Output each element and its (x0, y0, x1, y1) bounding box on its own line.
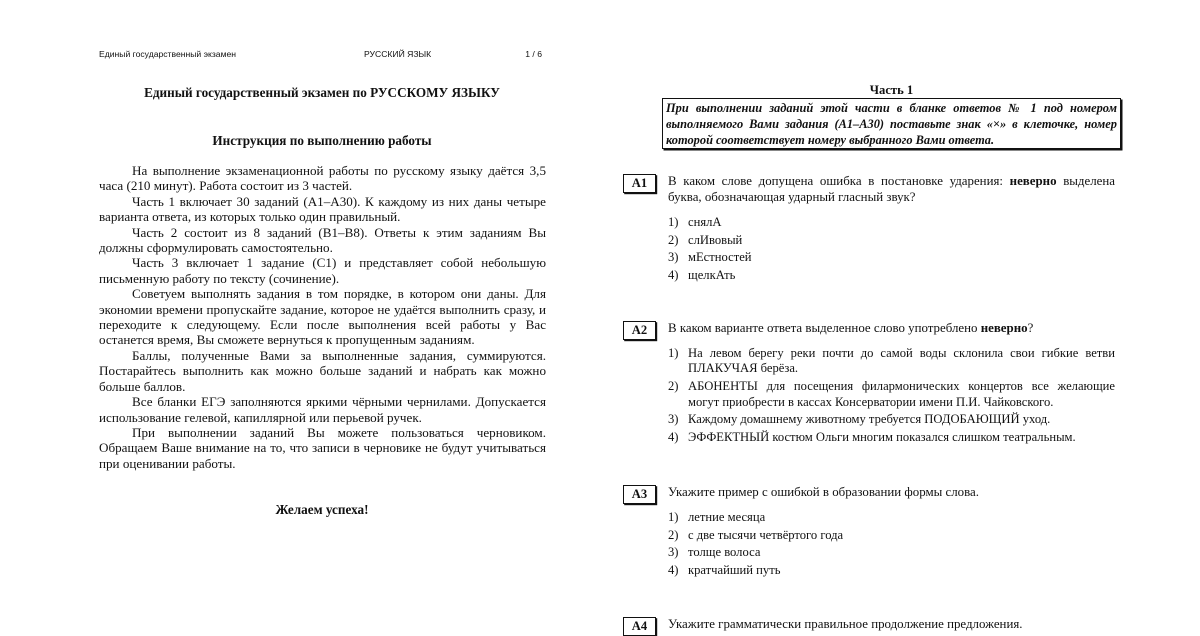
answer-option (668, 563, 1115, 578)
document-title: Единый государственный экзамен по РУССКОМУ ЯЗЫКУ (144, 85, 500, 100)
answer-options (668, 510, 1115, 581)
option-number: 3) (668, 545, 679, 560)
answer-option (668, 412, 1115, 427)
part-title: Часть 1 (869, 83, 914, 97)
option-text: щелкАть (688, 268, 736, 283)
task-label: А3 (623, 485, 656, 504)
option-text: мЕстностей (688, 250, 752, 265)
question-emphasis: неверно (980, 321, 1028, 335)
part-instruction-box: При выполнении заданий этой части в бланке ответов № 1 под номером выполняемого Вами задания (А1–А30) поставьте знак «×» в клеточке, номер которой соответствует номеру выбранного Вами ответа. (662, 98, 1121, 149)
instruction-paragraph: Советуем выполнять задания в том порядке, в котором они даны. Для экономии времени пропускайте задание, которое не удаётся выполнить сразу, и переходите к следующему. Если после выполнения всей работы у Вас останется время, Вы сможете вернуться к пропущенным заданиям. (99, 286, 546, 348)
answer-option (668, 250, 1115, 265)
option-number: 4) (668, 563, 679, 578)
header-page-number: 1 / 6 (525, 49, 542, 59)
instruction-paragraph: Все бланки ЕГЭ заполняются яркими чёрными чернилами. Допускается использование гелевой, капиллярной или перьевой ручек. (99, 394, 546, 425)
answer-option (668, 215, 1115, 230)
closing-wish: Желаем успеха! (275, 502, 369, 517)
option-text: Каждому домашнему животному требуется ПОДОБАЮЩИЙ уход. (688, 412, 1051, 427)
option-number: 4) (668, 268, 679, 283)
question-text: В каком слове допущена ошибка в постановке ударения: (668, 174, 1010, 188)
instruction-paragraph: Баллы, полученные Вами за выполненные задания, суммируются. Постарайтесь выполнить как можно больше заданий и набрать как можно больше баллов. (99, 347, 546, 394)
question-text: Укажите грамматически правильное продолжение предложения. (668, 617, 1023, 631)
option-number: 3) (668, 412, 679, 427)
task-question (668, 485, 1115, 501)
option-number: 2) (668, 379, 679, 394)
instruction-paragraph: Часть 3 включает 1 задание (С1) и представляет собой небольшую письменную работу по тексту (сочинение). (99, 255, 546, 286)
instruction-paragraph: Часть 2 состоит из 8 заданий (В1–В8). Ответы к этим заданиям Вы должны сформулировать самостоятельно. (99, 224, 546, 256)
answer-options (668, 346, 1115, 448)
option-text: АБОНЕНТЫ для посещения филармонических концертов все желающие могут приобрести в кассах Консерватории имени П.И. Чайковского. (688, 379, 1115, 409)
question-text: В каком варианте ответа выделенное слово употреблено (668, 321, 981, 335)
answer-option (668, 430, 1115, 445)
instruction-paragraph: При выполнении заданий Вы можете пользоваться черновиком. Обращаем Ваше внимание на то, что записи в черновике не будут учитываться при оценивании работы. (99, 424, 546, 471)
page-running-header (99, 49, 545, 63)
instruction-paragraph: Часть 1 включает 30 заданий (А1–А30). К каждому из них даны четыре варианта ответа, из которых только один правильный. (99, 193, 546, 225)
question-text: выделена буква, обозначающая ударный гласный звук? (668, 174, 1115, 204)
answer-option (668, 510, 1115, 525)
option-text: На левом берегу реки почти до самой воды склонила свои гибкие ветви ПЛАКУЧАЯ берёза. (688, 346, 1115, 376)
question-text: ? (1027, 321, 1034, 335)
answer-option (668, 379, 1115, 410)
option-number: 3) (668, 250, 679, 265)
option-text: снялА (688, 215, 722, 229)
question-text: Укажите пример с ошибкой в образовании формы слова. (668, 485, 979, 499)
answer-option (668, 346, 1115, 377)
answer-option (668, 545, 1115, 560)
answer-option (668, 233, 1115, 248)
header-subject: РУССКИЙ ЯЗЫК (364, 49, 432, 59)
option-text: с две тысячи четвёртого года (688, 527, 844, 542)
answer-option (668, 528, 1115, 543)
task-question (668, 321, 1115, 337)
instruction-title: Инструкция по выполнению работы (212, 133, 432, 148)
option-text: ЭФФЕКТНЫЙ костюм Ольги многим показался слишком театральным. (688, 429, 1076, 444)
option-number: 1) (668, 346, 679, 360)
option-text: летние месяца (688, 510, 766, 524)
header-exam-name: Единый государственный экзамен (99, 49, 236, 59)
answer-options (668, 215, 1115, 286)
instruction-body (99, 163, 546, 471)
option-text: толще волоса (688, 545, 761, 560)
task-question (668, 617, 1115, 633)
task-question (668, 174, 1115, 205)
task-label: А4 (623, 617, 656, 636)
question-emphasis: неверно (1009, 174, 1057, 188)
option-number: 4) (668, 429, 679, 444)
task-label: А1 (623, 174, 656, 193)
option-text: слИвовый (688, 232, 743, 247)
option-text: кратчайший путь (688, 563, 781, 578)
option-number: 1) (668, 215, 679, 229)
option-number: 1) (668, 510, 679, 524)
option-number: 2) (668, 232, 679, 247)
task-label: А2 (623, 321, 656, 340)
answer-option (668, 268, 1115, 283)
instruction-paragraph: На выполнение экзаменационной работы по русскому языку даётся 3,5 часа (210 минут). Работа состоит из 3 частей. (99, 163, 546, 194)
option-number: 2) (668, 527, 679, 542)
